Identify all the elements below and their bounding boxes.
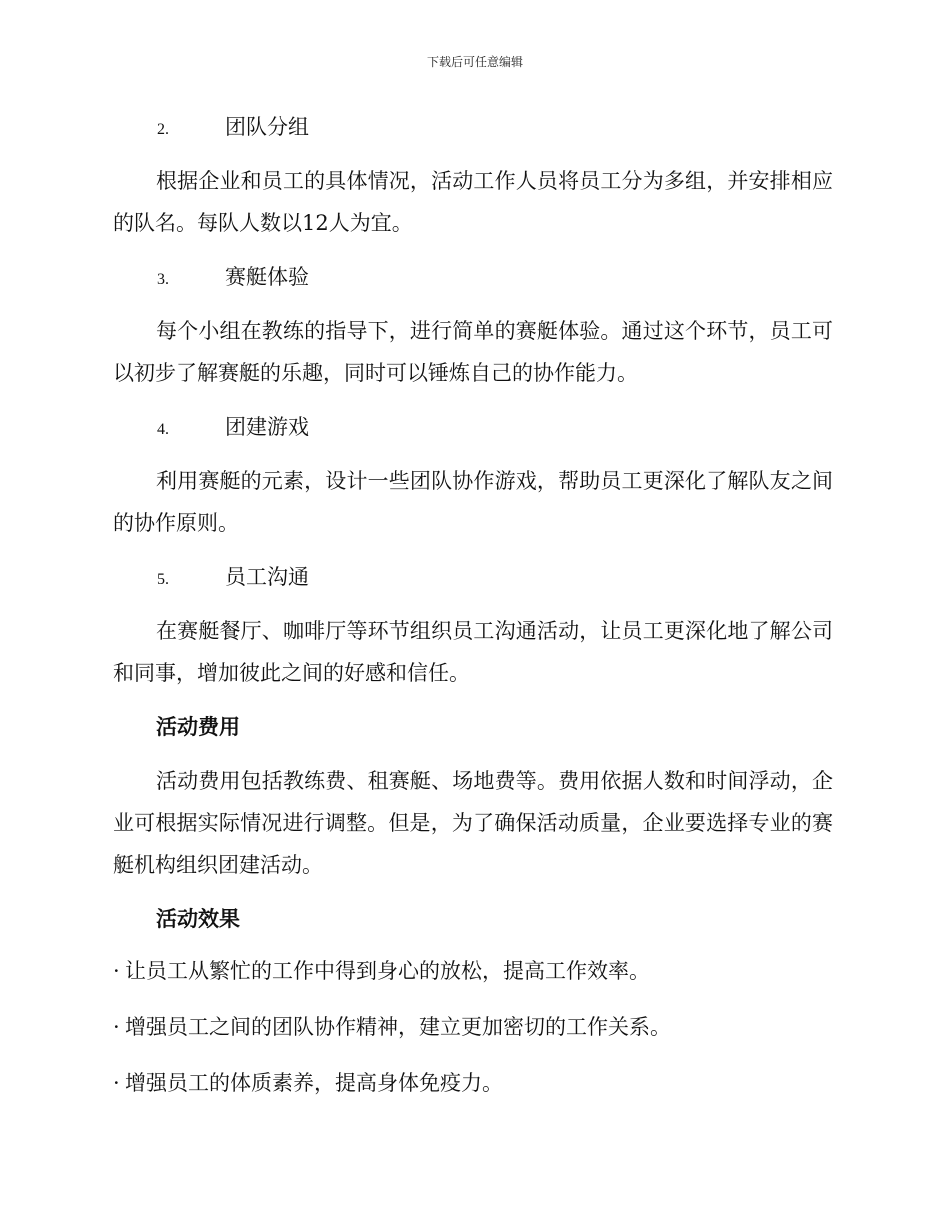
effect-bullet xyxy=(113,1064,833,1102)
bullet-marker: · xyxy=(113,1071,120,1095)
section-paragraph: 利用赛艇的元素，设计一些团队协作游戏，帮助员工更深化了解队友之间的协作原则。 xyxy=(113,469,833,535)
bullet-text: 增强员工的体质素养，提高身体免疫力。 xyxy=(125,1071,503,1095)
section-title: 员工沟通 xyxy=(225,565,309,589)
cost-paragraph: 活动费用包括教练费、租赛艇、场地费等。费用依据人数和时间浮动，企业可根据实际情况进行调整。但是，为了确保活动质量，企业要选择专业的赛艇机构组织团建活动。 xyxy=(113,769,833,877)
effect-bullet xyxy=(113,952,833,990)
section-paragraph: 在赛艇餐厅、咖啡厅等环节组织员工沟通活动，让员工更深化地了解公司和同事，增加彼此之间的好感和信任。 xyxy=(113,619,833,685)
section-item-heading xyxy=(113,408,833,446)
effect-bullet xyxy=(113,1008,833,1046)
bullet-text: 增强员工之间的团队协作精神，建立更加密切的工作关系。 xyxy=(125,1015,671,1039)
section-title: 团建游戏 xyxy=(225,415,309,439)
section-title: 赛艇体验 xyxy=(225,265,309,289)
cost-heading: 活动费用 xyxy=(156,714,240,739)
section-item-heading xyxy=(113,108,833,146)
section-item-heading xyxy=(113,558,833,596)
bullet-marker: · xyxy=(113,1015,120,1039)
document-body xyxy=(113,108,833,1120)
section-number: 4. xyxy=(157,421,169,438)
page-header: 下载后可任意编辑 xyxy=(426,55,523,69)
section-number: 3. xyxy=(157,271,169,288)
section-number: 5. xyxy=(157,571,169,588)
section-number: 2. xyxy=(157,121,169,138)
section-paragraph: 根据企业和员工的具体情况，活动工作人员将员工分为多组，并安排相应的队名。每队人数以12人为宜。 xyxy=(113,169,833,235)
bullet-marker: · xyxy=(113,959,120,983)
effect-heading: 活动效果 xyxy=(156,906,240,931)
section-paragraph: 每个小组在教练的指导下，进行简单的赛艇体验。通过这个环节，员工可以初步了解赛艇的乐趣，同时可以锤炼自己的协作能力。 xyxy=(113,319,833,385)
section-item-heading xyxy=(113,258,833,296)
bullet-text: 让员工从繁忙的工作中得到身心的放松，提高工作效率。 xyxy=(125,959,650,983)
section-title: 团队分组 xyxy=(225,115,309,139)
